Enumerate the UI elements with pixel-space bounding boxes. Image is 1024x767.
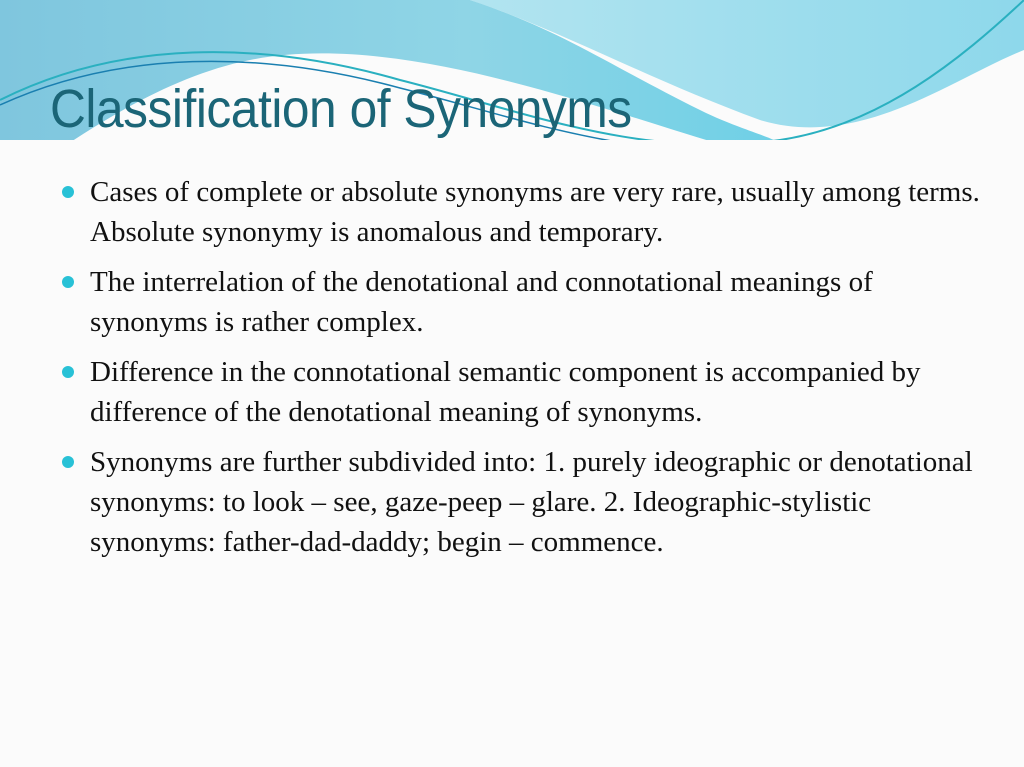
slide-title: Classification of Synonyms <box>50 79 632 139</box>
bullet-item <box>62 172 982 252</box>
bullet-dot-icon <box>62 276 74 288</box>
bullet-text: Synonyms are further subdivided into: 1. purely ideographic or denotational synonyms: to look – see, gaze-peep – glare. 2. Ideographic-stylistic synonyms: father-dad-daddy; begin – commence. <box>90 446 973 558</box>
bullet-item <box>62 352 982 432</box>
bullet-dot-icon <box>62 456 74 468</box>
bullet-item <box>62 262 982 342</box>
bullet-text: Difference in the connotational semantic component is accompanied by difference of the denotational meaning of synonyms. <box>90 356 921 428</box>
bullet-text: The interrelation of the denotational and connotational meanings of synonyms is rather complex. <box>90 266 873 338</box>
bullet-item <box>62 442 982 562</box>
bullet-dot-icon <box>62 186 74 198</box>
bullet-dot-icon <box>62 366 74 378</box>
bullet-text: Cases of complete or absolute synonyms are very rare, usually among terms. Absolute synonymy is anomalous and temporary. <box>90 176 980 248</box>
bullet-list <box>62 172 982 572</box>
